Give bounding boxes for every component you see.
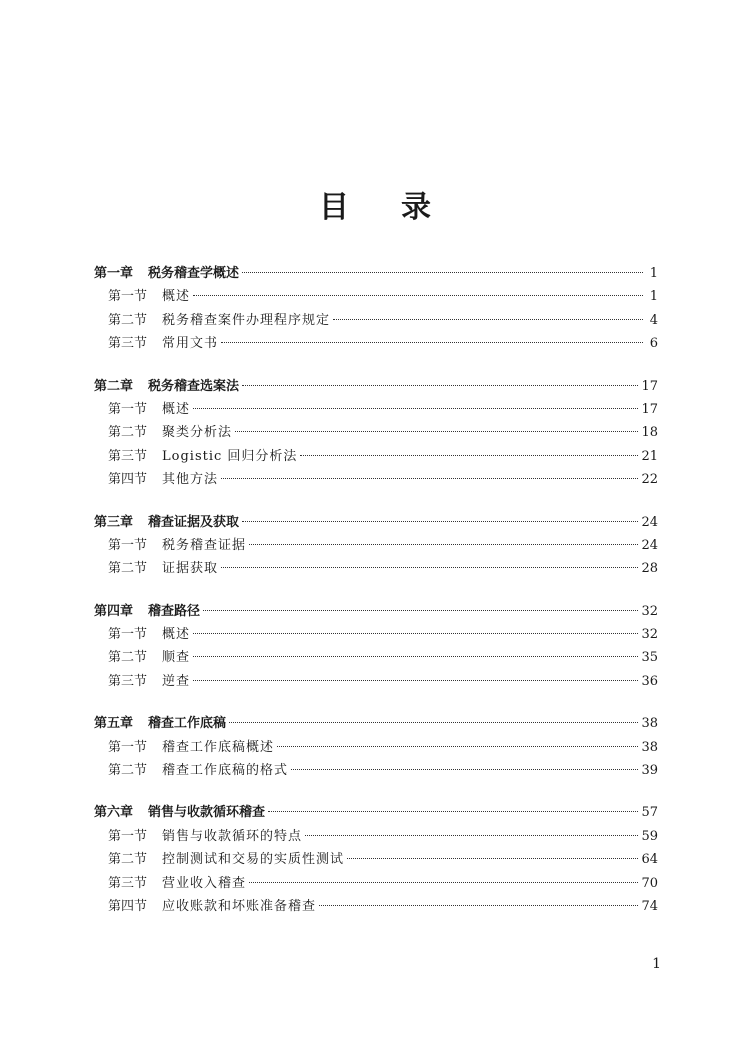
toc-section-entry[interactable]	[94, 759, 658, 782]
toc-section-entry[interactable]	[94, 872, 658, 895]
chapter-title: 销售与收款循环稽查	[148, 805, 266, 821]
chapter-number: 第一章	[94, 266, 134, 281]
section-number: 第三节	[108, 336, 148, 352]
toc-chapter-entry[interactable]	[94, 801, 658, 824]
section-title: 税务稽查案件办理程序规定	[162, 312, 331, 328]
dot-leader	[319, 905, 638, 906]
toc-section-entry[interactable]	[94, 285, 658, 308]
section-number: 第四节	[108, 472, 148, 488]
section-title: 常用文书	[162, 336, 219, 352]
section-number: 第二节	[108, 763, 148, 779]
dot-leader	[300, 455, 638, 456]
section-title: 稽查工作底稿的格式	[162, 763, 289, 779]
section-title: 聚类分析法	[162, 425, 233, 441]
toc-section-entry[interactable]	[94, 534, 658, 557]
section-title: Logistic 回归分析法	[162, 448, 298, 464]
section-page-number: 1	[649, 289, 658, 305]
dot-leader	[333, 319, 643, 320]
dot-leader	[193, 656, 638, 657]
section-title: 营业收入稽查	[162, 875, 247, 891]
toc-section-entry[interactable]	[94, 670, 658, 693]
section-page-number: 35	[641, 650, 658, 666]
dot-leader	[235, 431, 638, 432]
section-page-number: 22	[641, 472, 658, 488]
chapter-title: 稽查工作底稿	[148, 716, 227, 732]
dot-leader	[203, 610, 638, 611]
toc-section-entry[interactable]	[94, 445, 658, 468]
toc-chapter-block	[94, 712, 658, 782]
section-number: 第二节	[108, 312, 148, 328]
toc-title-char-2: 录	[401, 190, 431, 225]
dot-leader	[249, 544, 638, 545]
dot-leader	[221, 478, 638, 479]
toc-section-entry[interactable]	[94, 736, 658, 759]
section-number: 第一节	[108, 289, 148, 305]
section-page-number: 36	[641, 673, 658, 689]
toc-chapter-entry[interactable]	[94, 375, 658, 398]
dot-leader	[193, 408, 638, 409]
toc-chapter-entry[interactable]	[94, 262, 658, 285]
toc-section-entry[interactable]	[94, 848, 658, 871]
section-title: 控制测试和交易的实质性测试	[162, 852, 345, 868]
section-page-number: 39	[641, 763, 658, 779]
dot-leader	[277, 746, 638, 747]
dot-leader	[193, 295, 643, 296]
toc-section-entry[interactable]	[94, 825, 658, 848]
dot-leader	[305, 835, 638, 836]
chapter-page-number: 17	[641, 378, 658, 394]
chapter-title: 税务稽查选案法	[148, 378, 240, 394]
toc-section-entry[interactable]	[94, 646, 658, 669]
dot-leader	[242, 521, 638, 522]
section-title: 税务稽查证据	[162, 537, 247, 553]
dot-leader	[242, 385, 638, 386]
toc-title	[0, 188, 750, 228]
dot-leader	[242, 272, 643, 273]
section-number: 第一节	[108, 401, 148, 417]
toc-chapter-block	[94, 801, 658, 918]
section-page-number: 24	[641, 537, 658, 553]
section-number: 第二节	[108, 561, 148, 577]
section-page-number: 59	[641, 828, 658, 844]
section-number: 第一节	[108, 537, 148, 553]
section-page-number: 17	[641, 401, 658, 417]
toc-chapter-entry[interactable]	[94, 511, 658, 534]
toc-section-entry[interactable]	[94, 332, 658, 355]
section-title: 逆查	[162, 673, 191, 689]
toc-section-entry[interactable]	[94, 468, 658, 491]
chapter-page-number: 24	[641, 514, 658, 530]
section-number: 第三节	[108, 673, 148, 689]
section-page-number: 28	[641, 561, 658, 577]
toc-section-entry[interactable]	[94, 398, 658, 421]
section-title: 稽查工作底稿概述	[162, 739, 275, 755]
section-number: 第二节	[108, 852, 148, 868]
chapter-number: 第二章	[94, 378, 134, 394]
dot-leader	[229, 722, 638, 723]
dot-leader	[268, 811, 638, 812]
table-of-contents	[94, 262, 658, 937]
toc-chapter-block	[94, 511, 658, 581]
section-page-number: 38	[641, 739, 658, 755]
section-title: 概述	[162, 289, 191, 305]
section-title: 顺查	[162, 650, 191, 666]
section-page-number: 70	[641, 875, 658, 891]
toc-section-entry[interactable]	[94, 895, 658, 918]
section-title: 其他方法	[162, 472, 219, 488]
section-title: 概述	[162, 401, 191, 417]
dot-leader	[193, 680, 638, 681]
toc-section-entry[interactable]	[94, 557, 658, 580]
chapter-number: 第五章	[94, 716, 134, 732]
chapter-title: 税务稽查学概述	[148, 266, 240, 281]
dot-leader	[221, 567, 638, 568]
section-page-number: 74	[641, 898, 658, 914]
section-title: 证据获取	[162, 561, 219, 577]
section-number: 第三节	[108, 448, 148, 464]
section-number: 第一节	[108, 739, 148, 755]
chapter-page-number: 38	[641, 716, 658, 732]
section-number: 第一节	[108, 828, 148, 844]
section-title: 概述	[162, 627, 191, 643]
toc-section-entry[interactable]	[94, 421, 658, 444]
chapter-title: 稽查证据及获取	[148, 514, 240, 530]
chapter-number: 第四章	[94, 603, 134, 619]
chapter-page-number: 32	[641, 603, 658, 619]
section-number: 第二节	[108, 425, 148, 441]
section-page-number: 64	[641, 852, 658, 868]
dot-leader	[347, 858, 638, 859]
chapter-page-number: 1	[649, 266, 658, 281]
page-number: 1	[652, 956, 661, 972]
section-number: 第二节	[108, 650, 148, 666]
chapter-number: 第六章	[94, 805, 134, 821]
dot-leader	[249, 882, 638, 883]
dot-leader	[221, 342, 643, 343]
section-page-number: 4	[649, 312, 658, 328]
toc-section-entry[interactable]	[94, 309, 658, 332]
section-title: 应收账款和坏账准备稽查	[162, 898, 317, 914]
section-page-number: 18	[641, 425, 658, 441]
section-title: 销售与收款循环的特点	[162, 828, 303, 844]
section-number: 第三节	[108, 875, 148, 891]
chapter-number: 第三章	[94, 514, 134, 530]
toc-chapter-block	[94, 262, 658, 356]
toc-title-char-1: 目	[319, 190, 349, 225]
chapter-page-number: 57	[641, 805, 658, 821]
toc-chapter-block	[94, 600, 658, 694]
section-page-number: 32	[641, 627, 658, 643]
chapter-title: 稽查路径	[148, 603, 201, 619]
section-number: 第一节	[108, 627, 148, 643]
dot-leader	[291, 769, 638, 770]
section-page-number: 21	[641, 448, 658, 464]
toc-section-entry[interactable]	[94, 623, 658, 646]
toc-chapter-entry[interactable]	[94, 600, 658, 623]
toc-chapter-entry[interactable]	[94, 712, 658, 735]
section-number: 第四节	[108, 898, 148, 914]
toc-chapter-block	[94, 375, 658, 492]
section-page-number: 6	[649, 336, 658, 352]
dot-leader	[193, 633, 638, 634]
